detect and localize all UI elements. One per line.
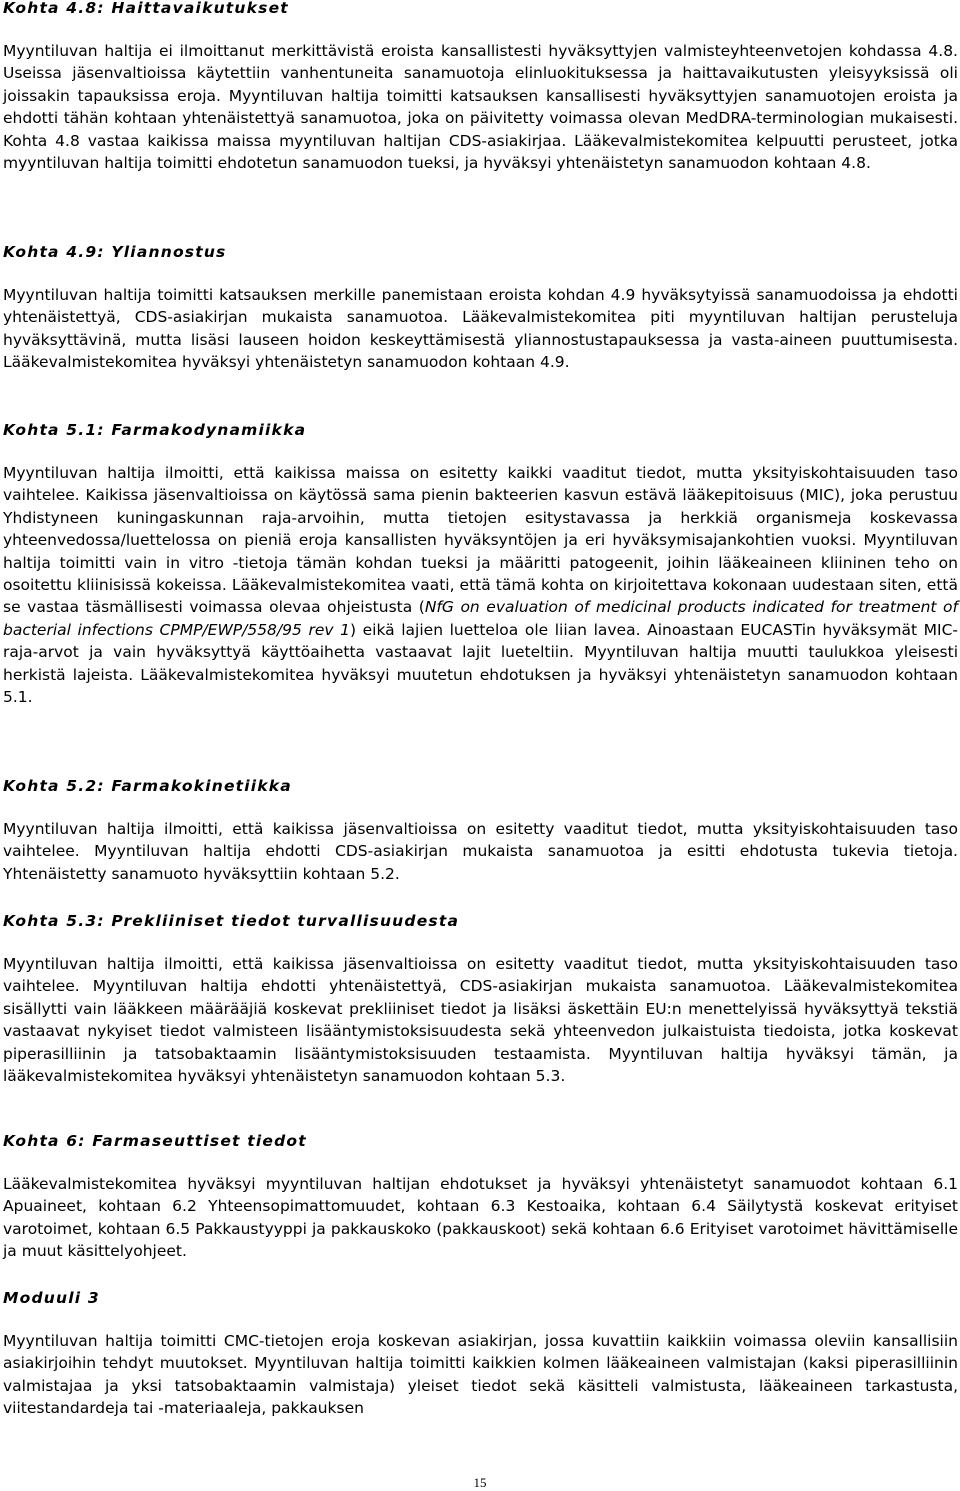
section-paragraph-module-3: Myyntiluvan haltija toimitti CMC-tietojen eroja koskevan asiakirjan, jossa kuvattiin kaikkiin voimassa oleviin kansallisiin asiakirjoihin tehdyt muutokset. Myyntiluvan haltija toimitti kaikkien kolmen lääkeaineen valmistajan (kaksi piperasilliinin valmistajaa ja yksi tatsobaktaamin valmistaja) yleiset tiedot sekä käsitteli valmistusta, lääkeaineen tarkastusta, viitestandardeja tai -materiaaleja, pakkauksen xyxy=(3,1332,958,1418)
section-heading-module-3: Moduuli 3 xyxy=(3,1289,100,1307)
section-heading-6: Kohta 6: Farmaseuttiset tiedot xyxy=(3,1132,307,1150)
page-number: 15 xyxy=(473,1475,487,1490)
section-heading-5-3: Kohta 5.3: Prekliiniset tiedot turvallisuudesta xyxy=(3,912,460,930)
section-paragraph-5-1 xyxy=(3,462,958,708)
section-paragraph-5-2: Myyntiluvan haltija ilmoitti, että kaikissa jäsenvaltioissa on esitetty vaaditut tiedot, mutta yksityiskohtaisuuden taso vaihtelee. Myyntiluvan haltija ehdotti CDS-asiakirjan mukaista sanamuotoa ja esitti ehdotusta tukevia tietoja. Yhtenäistetty sanamuoto hyväksyttiin kohtaan 5.2. xyxy=(3,820,958,883)
paragraph-text-part: Myyntiluvan haltija ilmoitti, että kaikissa maissa on esitetty kaikki vaaditut tiedot, mutta yksityiskohtaisuuden taso vaihtelee. Kaikissa jäsenvaltioissa on käytössä sama pienin bakteerien kasvun estävä lääkepitoisuus (MIC), joka perustuu Yhdistyneen kuningaskunnan raja-arvoihin, mutta tietojen esitystavassa ja herkkiä organismeja koskevassa yhteenvedossa/luettelossa on pieniä eroja kansallisten hyväksyntöjen ja eri hyväksymisajankohtien vuoksi. Myyntiluvan haltija toimitti vain in vitro -tietoja tämän kohdan tueksi ja määritti patogeenit, joihin lääkeaineen kliininen teho on osoitettu kliinisissä kokeissa. Lääkevalmistekomitea vaati, että tämä kohta on kirjoitettava kokonaan uudestaan siten, että se vastaa täsmällisesti voimassa olevaa ohjeistusta ( xyxy=(3,464,958,617)
section-heading-4-9: Kohta 4.9: Yliannostus xyxy=(3,243,227,261)
guideline-reference-italic: NfG on evaluation of medicinal products indicated for treatment of bacterial infections CPMP/EWP/558/95 rev 1 xyxy=(3,598,958,639)
section-heading-4-8: Kohta 4.8: Haittavaikutukset xyxy=(3,0,289,17)
section-paragraph-4-8: Myyntiluvan haltija ei ilmoittanut merkittävistä eroista kansallistesti hyväksyttyjen valmisteyhteenvetojen kohdassa 4.8. Useissa jäsenvaltioissa käytettiin vanhentuneita sanamuotoja elinluokituksessa ja haittavaikutusten yleisyyksissä oli joissakin tapauksissa eroja. Myyntiluvan haltija toimitti katsauksen kansallisesti hyväksyttyjen sanamuotojen eroista ja ehdotti tähän kohtaan yhtenäistettyä sanamuotoa, joka on päivitetty voimassa olevan MedDRA-terminologian mukaisesti. Kohta 4.8 vastaa kaikissa maissa myyntiluvan haltijan CDS-asiakirjaa. Lääkevalmistekomitea kelpuutti perusteet, jotka myyntiluvan haltija toimitti ehdotetun sanamuodon tueksi, ja hyväksyi yhtenäistetyn sanamuodon kohtaan 4.8. xyxy=(3,42,958,173)
section-paragraph-6: Lääkevalmistekomitea hyväksyi myyntiluvan haltijan ehdotukset ja hyväksyi yhtenäistetyt sanamuodot kohtaan 6.1 Apuaineet, kohtaan 6.2 Yhteensopimattomuudet, kohtaan 6.3 Kestoaika, kohtaan 6.4 Säilytystä koskevat erityiset varotoimet, kohtaan 6.5 Pakkaustyyppi ja pakkauskoko (pakkauskoot) sekä kohtaan 6.6 Erityiset varotoimet hävittämiselle ja muut käsittelyohjeet. xyxy=(3,1175,958,1261)
section-paragraph-4-9: Myyntiluvan haltija toimitti katsauksen merkille panemistaan eroista kohdan 4.9 hyväksytyissä sanamuodoissa ja ehdotti yhtenäistettyä, CDS-asiakirjan mukaista sanamuotoa. Lääkevalmistekomitea piti myyntiluvan haltijan perusteluja hyväksyttävinä, mutta lisäsi lauseen hoidon keskeyttämisestä yliannostustapauksessa ja vasta-aineen puuttumisesta. Lääkevalmistekomitea hyväksyi yhtenäistetyn sanamuodon kohtaan 4.9. xyxy=(3,286,958,372)
section-paragraph-5-3: Myyntiluvan haltija ilmoitti, että kaikissa jäsenvaltioissa on esitetty vaaditut tiedot, mutta yksityiskohtaisuuden taso vaihtelee. Myyntiluvan haltija ehdotti yhtenäistettyä, CDS-asiakirjan mukaista sanamuotoa. Lääkevalmistekomitea sisällytti vain lääkkeen määrääjiä koskevat prekliiniset tiedot ja lisäksi äskettäin EU:n menettelyissä hyväksyttyä tekstiä vastaavat nykyiset tiedot valmisteen lisääntymistoksisuudesta sekä yhteenvedon julkaistuista tiedoista, jotka koskevat piperasilliinin ja tatsobaktaamin lisääntymistoksisuuden testaamista. Myyntiluvan haltija hyväksyi tämän, ja lääkevalmistekomitea hyväksyi yhtenäistetyn sanamuodon kohtaan 5.3. xyxy=(3,955,958,1086)
paragraph-text-part: ) eikä lajien luetteloa ole liian lavea. Ainoastaan EUCASTin hyväksymät MIC-raja-arvot ja vain hyväksyttyä käyttöaihetta vastaavat lajit lueteltiin. Myyntiluvan haltija muutti taulukkoa yleisesti herkistä lajeista. Lääkevalmistekomitea hyväksyi muutetun ehdotuksen ja hyväksyi yhtenäistetyn sanamuodon kohtaan 5.1. xyxy=(3,620,958,707)
section-heading-5-1: Kohta 5.1: Farmakodynamiikka xyxy=(3,421,307,439)
section-heading-5-2: Kohta 5.2: Farmakokinetiikka xyxy=(3,777,292,795)
